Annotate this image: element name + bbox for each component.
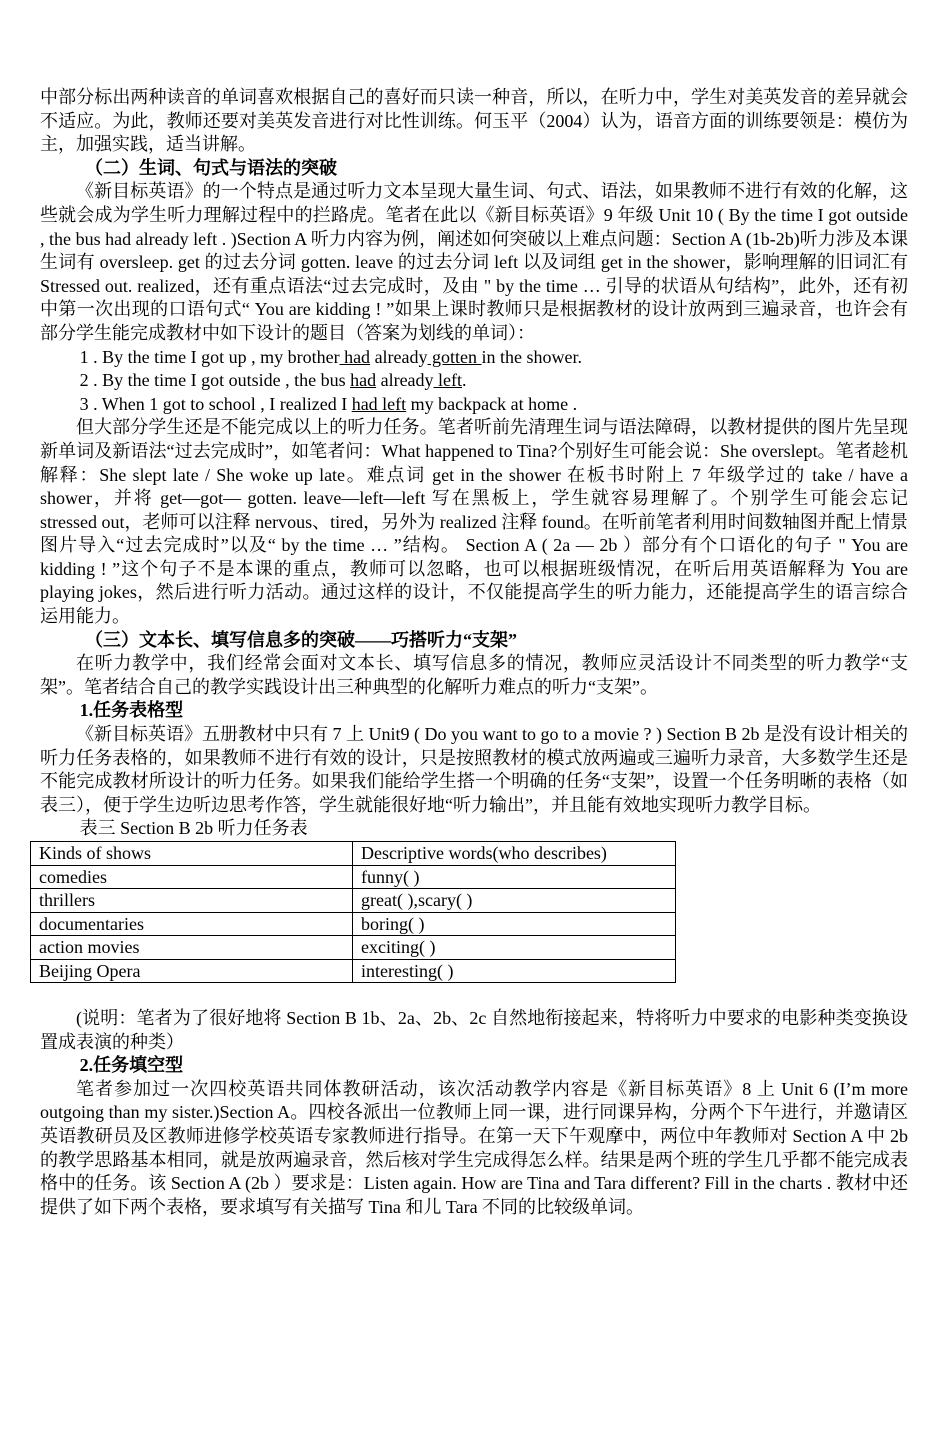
table-cell-words: great( ),scary( )	[353, 889, 676, 913]
document-page	[40, 86, 908, 1219]
table-note: (说明：笔者为了很好地将 Section B 1b、2a、2b、2c 自然地衔接起来，特将听力中要求的电影种类变换设置成表演的种类）	[40, 1008, 908, 1052]
table-cell-words: interesting( )	[353, 959, 676, 983]
table-cell-words: funny( )	[353, 865, 676, 889]
paragraph-task-fill: 笔者参加过一次四校英语共同体教研活动，该次活动教学内容是《新目标英语》8 上 Unit 6 (I’m more outgoing than my sister.)Section A。四校各派出一位教师上同一课，进行同课异构，分两个下午进行，并邀请区英语教研员及区教师进修学校英语专家教师进行指导。在第一天下午观摩中，两位中年教师对 Section A 中 2b 的教学思路基本相同，就是放两遍录音，然后核对学生完成得怎么样。结果是两个班的学生几乎都不能完成表格中的任务。该 Section A (2b ）要求是：Listen again. How are Tina and Tara different? Fill in the charts . 教材中还提供了如下两个表格，要求填写有关描写 Tina 和儿 Tara 不同的比较级单词。	[40, 1078, 908, 1217]
table-header-cell: Descriptive words(who describes)	[353, 842, 676, 866]
exercise-sentence-2: 2 . By the time I got outside , the bus had already left.	[79, 370, 467, 391]
table-row	[31, 889, 676, 913]
table-cell-show: Beijing Opera	[31, 959, 353, 983]
table-cell-show: action movies	[31, 936, 353, 960]
table-cell-words: boring( )	[353, 912, 676, 936]
intro-paragraph: 中部分标出两种读音的单词喜欢根据自己的喜好而只读一种音，所以，在听力中，学生对美英发音的差异就会不适应。为此，教师还要对美英发音进行对比性训练。何玉平（2004）认为，语音方面的训练要领是：模仿为主，加强实践，适当讲解。	[40, 87, 908, 155]
listening-task-table	[30, 841, 676, 983]
table-row	[31, 936, 676, 960]
paragraph-task-table: 《新目标英语》五册教材中只有 7 上 Unit9 ( Do you want to go to a movie ? ) Section B 2b 是没有设计相关的听力任务表格的，如果教师不进行有效的设计，只是按照教材的模式放两遍或三遍听力录音，大多数学生还是不能完成教材所设计的听力任务。如果我们能给学生搭一个明确的任务“支架”，设置一个任务明晰的表格（如表三），便于学生边听边思考作答，学生就能很好地“听力输出”，并且能有效地实现听力教学目标。	[40, 724, 908, 815]
subheading-task-table: 1.任务表格型	[79, 700, 184, 721]
spacer	[40, 983, 908, 1007]
paragraph-vocabulary-method: 但大部分学生还是不能完成以上的听力任务。笔者听前先清理生词与语法障碍，以教材提供的图片先呈现新单词及新语法“过去完成时”，如笔者问：What happened to Tina?个别好生可能会说：She overslept。笔者趁机解释：She slept late / She woke up late。难点词 get in the shower 在板书时附上 7 年级学过的 take / have a shower，并将 get—got— gotten. leave—left—left 写在黑板上，学生就容易理解了。个别学生可能会忘记 stressed out，老师可以注释 nervous、tired，另外为 realized 注释 found。在听前笔者利用时间数轴图并配上情景图片导入“过去完成时”以及“ by the time … ”结构。 Section A ( 2a — 2b ）部分有个口语化的句子 " You are kidding ! ”这个句子不是本课的重点，教师可以忽略，也可以根据班级情况，在听后用英语解释为 You are playing jokes，然后进行听力活动。通过这样的设计，不仅能提高学生的听力能力，还能提高学生的语言综合运用能力。	[40, 417, 908, 627]
table-row	[31, 959, 676, 983]
table-cell-show: thrillers	[31, 889, 353, 913]
paragraph-vocabulary-intro: 《新目标英语》的一个特点是通过听力文本呈现大量生词、句式、语法，如果教师不进行有效的化解，这些就会成为学生听力理解过程中的拦路虎。笔者在此以《新目标英语》9 年级 Unit 10 ( By the time I got outside , the bus had already left . )Section A 听力内容为例，阐述如何突破以上难点问题：Section A (1b-2b)听力涉及本课生词有 oversleep. get 的过去分词 gotten. leave 的过去分词 left 以及词组 get in the shower，影响理解的旧词汇有 Stressed out. realized，还有重点语法“过去完成时，及由 " by the time … 引导的状语从句结构”，此外，还有初中第一次出现的口语句式“ You are kidding ! ”如果上课时教师只是根据教材的设计放两到三遍录音，也许会有部分学生能完成教材中如下设计的题目（答案为划线的单词）：	[40, 181, 908, 343]
table-cell-words: exciting( )	[353, 936, 676, 960]
table-cell-show: comedies	[31, 865, 353, 889]
exercise-sentence-1: 1 . By the time I got up , my brother had already gotten in the shower.	[79, 346, 583, 367]
answer-left: left	[433, 370, 463, 391]
table-header-cell: Kinds of shows	[31, 842, 353, 866]
subheading-task-fill: 2.任务填空型	[79, 1055, 184, 1076]
answer-had: had	[339, 346, 371, 367]
table-row	[31, 865, 676, 889]
table-cell-show: documentaries	[31, 912, 353, 936]
exercise-sentence-3: 3 . When 1 got to school , I realized I had left my backpack at home .	[79, 393, 578, 414]
table-header-row	[31, 842, 676, 866]
answer-had: had	[350, 370, 377, 391]
answer-had-left: had left	[351, 393, 407, 414]
answer-gotten: gotten	[427, 346, 482, 367]
section-heading-vocabulary: （二）生词、句式与语法的突破	[85, 157, 337, 178]
section-heading-scaffold: （三）文本长、填写信息多的突破——巧搭听力“支架”	[85, 629, 517, 650]
table-row	[31, 912, 676, 936]
table-caption: 表三 Section B 2b 听力任务表	[79, 818, 308, 839]
paragraph-scaffold-intro: 在听力教学中，我们经常会面对文本长、填写信息多的情况，教师应灵活设计不同类型的听力教学“支架”。笔者结合自己的教学实践设计出三种典型的化解听力难点的听力“支架”。	[40, 653, 908, 697]
